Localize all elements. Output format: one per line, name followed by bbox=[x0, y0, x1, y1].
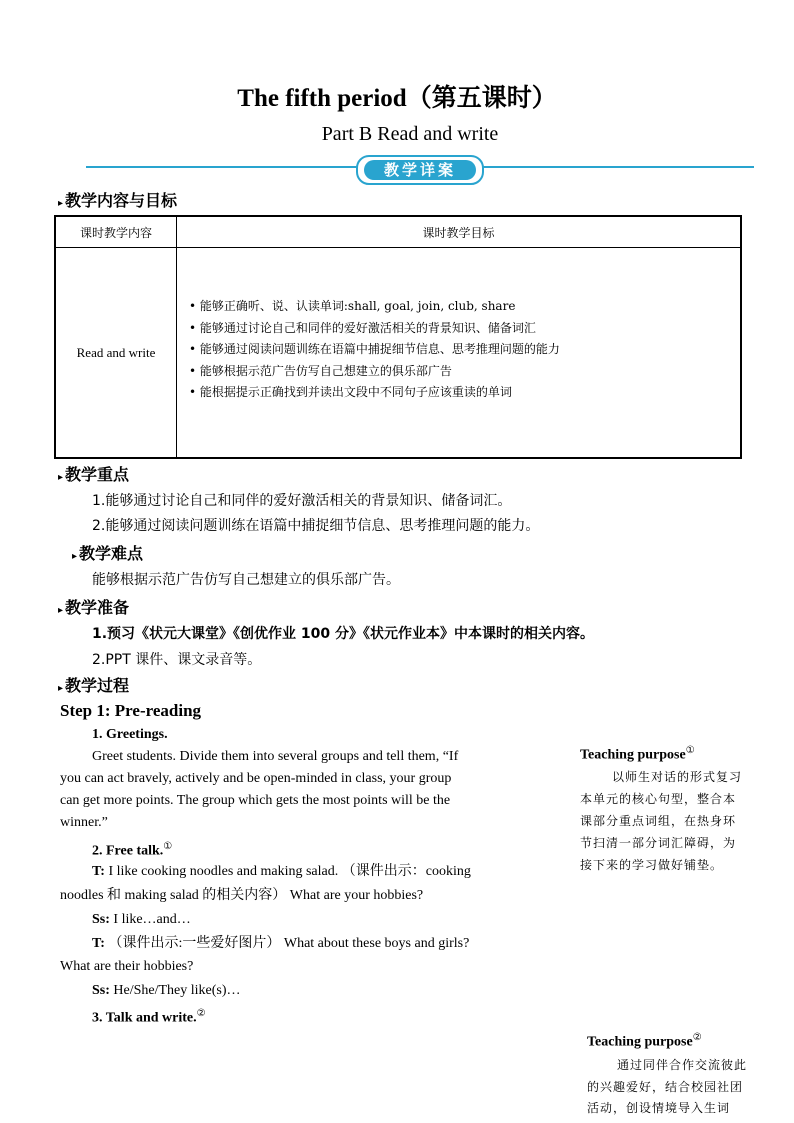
key-point-item: 2.能够通过阅读问题训练在语篇中捕捉细节信息、思考推理问题的能力。 bbox=[92, 518, 540, 534]
speaker-label: Ss: bbox=[92, 983, 110, 998]
footnote-mark: ① bbox=[163, 841, 173, 852]
preparation-item: 1.预习《状元大课堂》《创优作业 100 分》《状元作业本》中本课时的相关内容。 bbox=[92, 626, 595, 642]
preparation-heading bbox=[58, 595, 129, 618]
footnote-mark: ② bbox=[196, 1008, 206, 1019]
table-header-content: 课时教学内容 bbox=[55, 216, 177, 248]
key-points-heading-text: 教学重点 bbox=[65, 465, 130, 484]
teaching-purpose-1-line: 节扫清一部分词汇障碍，为 bbox=[580, 836, 737, 850]
teaching-purpose-1-line: 接下来的学习做好铺垫。 bbox=[580, 858, 724, 872]
goals-heading bbox=[58, 188, 177, 211]
difficult-points-heading-text: 教学难点 bbox=[79, 544, 144, 563]
triangle-bullet-icon: ▸ bbox=[58, 605, 64, 616]
free-talk-title bbox=[92, 836, 172, 863]
step1-title: Step 1: Pre-reading bbox=[60, 701, 202, 720]
preparation-heading-text: 教学准备 bbox=[65, 598, 130, 617]
greetings-line: can get more points. The group which gets the most points will be the bbox=[60, 793, 451, 808]
goal-item: • 能够通过讨论自己和同伴的爱好激活相关的背景知识、储备词汇 bbox=[189, 320, 536, 335]
goal-item: • 能根据提示正确找到并读出文段中不同句子应该重读的单词 bbox=[189, 385, 512, 400]
teaching-purpose-1-title-text: Teaching purpose bbox=[580, 747, 686, 763]
banner-label: 教学详案 bbox=[364, 160, 476, 180]
process-heading-text: 教学过程 bbox=[65, 676, 130, 695]
goals-heading-text: 教学内容与目标 bbox=[65, 191, 178, 210]
key-points-heading bbox=[58, 462, 129, 485]
triangle-bullet-icon: ▸ bbox=[58, 472, 64, 483]
table-header-goals: 课时教学目标 bbox=[177, 216, 742, 248]
difficult-points-heading bbox=[72, 541, 143, 564]
dialogue-text: He/She/They like(s)… bbox=[113, 983, 241, 998]
dialogue-text: I like…and… bbox=[113, 912, 191, 927]
dialogue-line: What are their hobbies? bbox=[60, 959, 194, 974]
dialogue-line bbox=[92, 861, 471, 883]
greetings-line: Greet students. Divide them into several groups and tell them, “If bbox=[92, 749, 459, 764]
dialogue-line: noodles 和 making salad 的相关内容） What are your hobbies? bbox=[60, 888, 424, 903]
teaching-purpose-2-title bbox=[587, 1032, 702, 1051]
process-heading bbox=[58, 673, 129, 696]
speaker-label: T: bbox=[92, 936, 105, 951]
teaching-purpose-1-line: 课部分重点词组，在热身环 bbox=[580, 814, 737, 828]
difficult-point-text: 能够根据示范广告仿写自己想建立的俱乐部广告。 bbox=[92, 572, 400, 588]
talk-write-title bbox=[92, 1003, 206, 1030]
dialogue-line bbox=[92, 980, 241, 1002]
preparation-item: 2.PPT 课件、课文录音等。 bbox=[92, 652, 262, 668]
teaching-purpose-2-line: 的兴趣爱好，结合校园社团 bbox=[587, 1080, 744, 1094]
speaker-label: Ss: bbox=[92, 912, 110, 927]
key-point-item: 1.能够通过讨论自己和同伴的爱好激活相关的背景知识、储备词汇。 bbox=[92, 493, 512, 509]
greetings-line: winner.” bbox=[60, 815, 108, 830]
teaching-purpose-2-title-text: Teaching purpose bbox=[587, 1034, 693, 1050]
teaching-purpose-1-line: 以师生对话的形式复习 bbox=[612, 770, 743, 784]
teaching-purpose-1-title bbox=[580, 745, 695, 764]
talk-write-title-text: 3. Talk and write. bbox=[92, 1010, 197, 1026]
triangle-bullet-icon: ▸ bbox=[72, 551, 78, 562]
teaching-purpose-1-line: 本单元的核心句型，整合本 bbox=[580, 792, 737, 806]
greetings-line: you can act bravely, actively and be open-minded in class, your group bbox=[60, 771, 452, 786]
teaching-purpose-2-line: 活动，创设情境导入生词 bbox=[587, 1101, 731, 1115]
goal-item: • 能够正确听、说、认读单词:shall, goal, join, club, share bbox=[189, 299, 516, 313]
page-title: The fifth period（第五课时） bbox=[237, 85, 557, 112]
goal-item: • 能够通过阅读问题训练在语篇中捕捉细节信息、思考推理问题的能力 bbox=[189, 342, 560, 357]
triangle-bullet-icon: ▸ bbox=[58, 683, 64, 694]
dialogue-line bbox=[92, 909, 191, 931]
dialogue-text: （课件出示:一些爱好图片） What about these boys and girls? bbox=[108, 936, 470, 951]
section-banner bbox=[356, 155, 484, 185]
free-talk-title-text: 2. Free talk. bbox=[92, 843, 164, 859]
triangle-bullet-icon: ▸ bbox=[58, 198, 64, 209]
footnote-mark: ① bbox=[685, 745, 695, 756]
goals-table bbox=[54, 215, 742, 459]
table-cell-goals bbox=[177, 248, 742, 459]
table-cell-content: Read and write bbox=[55, 248, 177, 459]
footnote-mark: ② bbox=[692, 1032, 702, 1043]
speaker-label: T: bbox=[92, 864, 105, 879]
page-subtitle: Part B Read and write bbox=[321, 123, 499, 145]
dialogue-line bbox=[92, 933, 469, 955]
dialogue-text: I like cooking noodles and making salad. （课件出示：cooking bbox=[108, 864, 471, 879]
greetings-title: 1. Greetings. bbox=[92, 727, 168, 742]
teaching-purpose-2-line: 通过同伴合作交流彼此 bbox=[617, 1058, 748, 1072]
goal-item: • 能够根据示范广告仿写自己想建立的俱乐部广告 bbox=[189, 363, 452, 378]
